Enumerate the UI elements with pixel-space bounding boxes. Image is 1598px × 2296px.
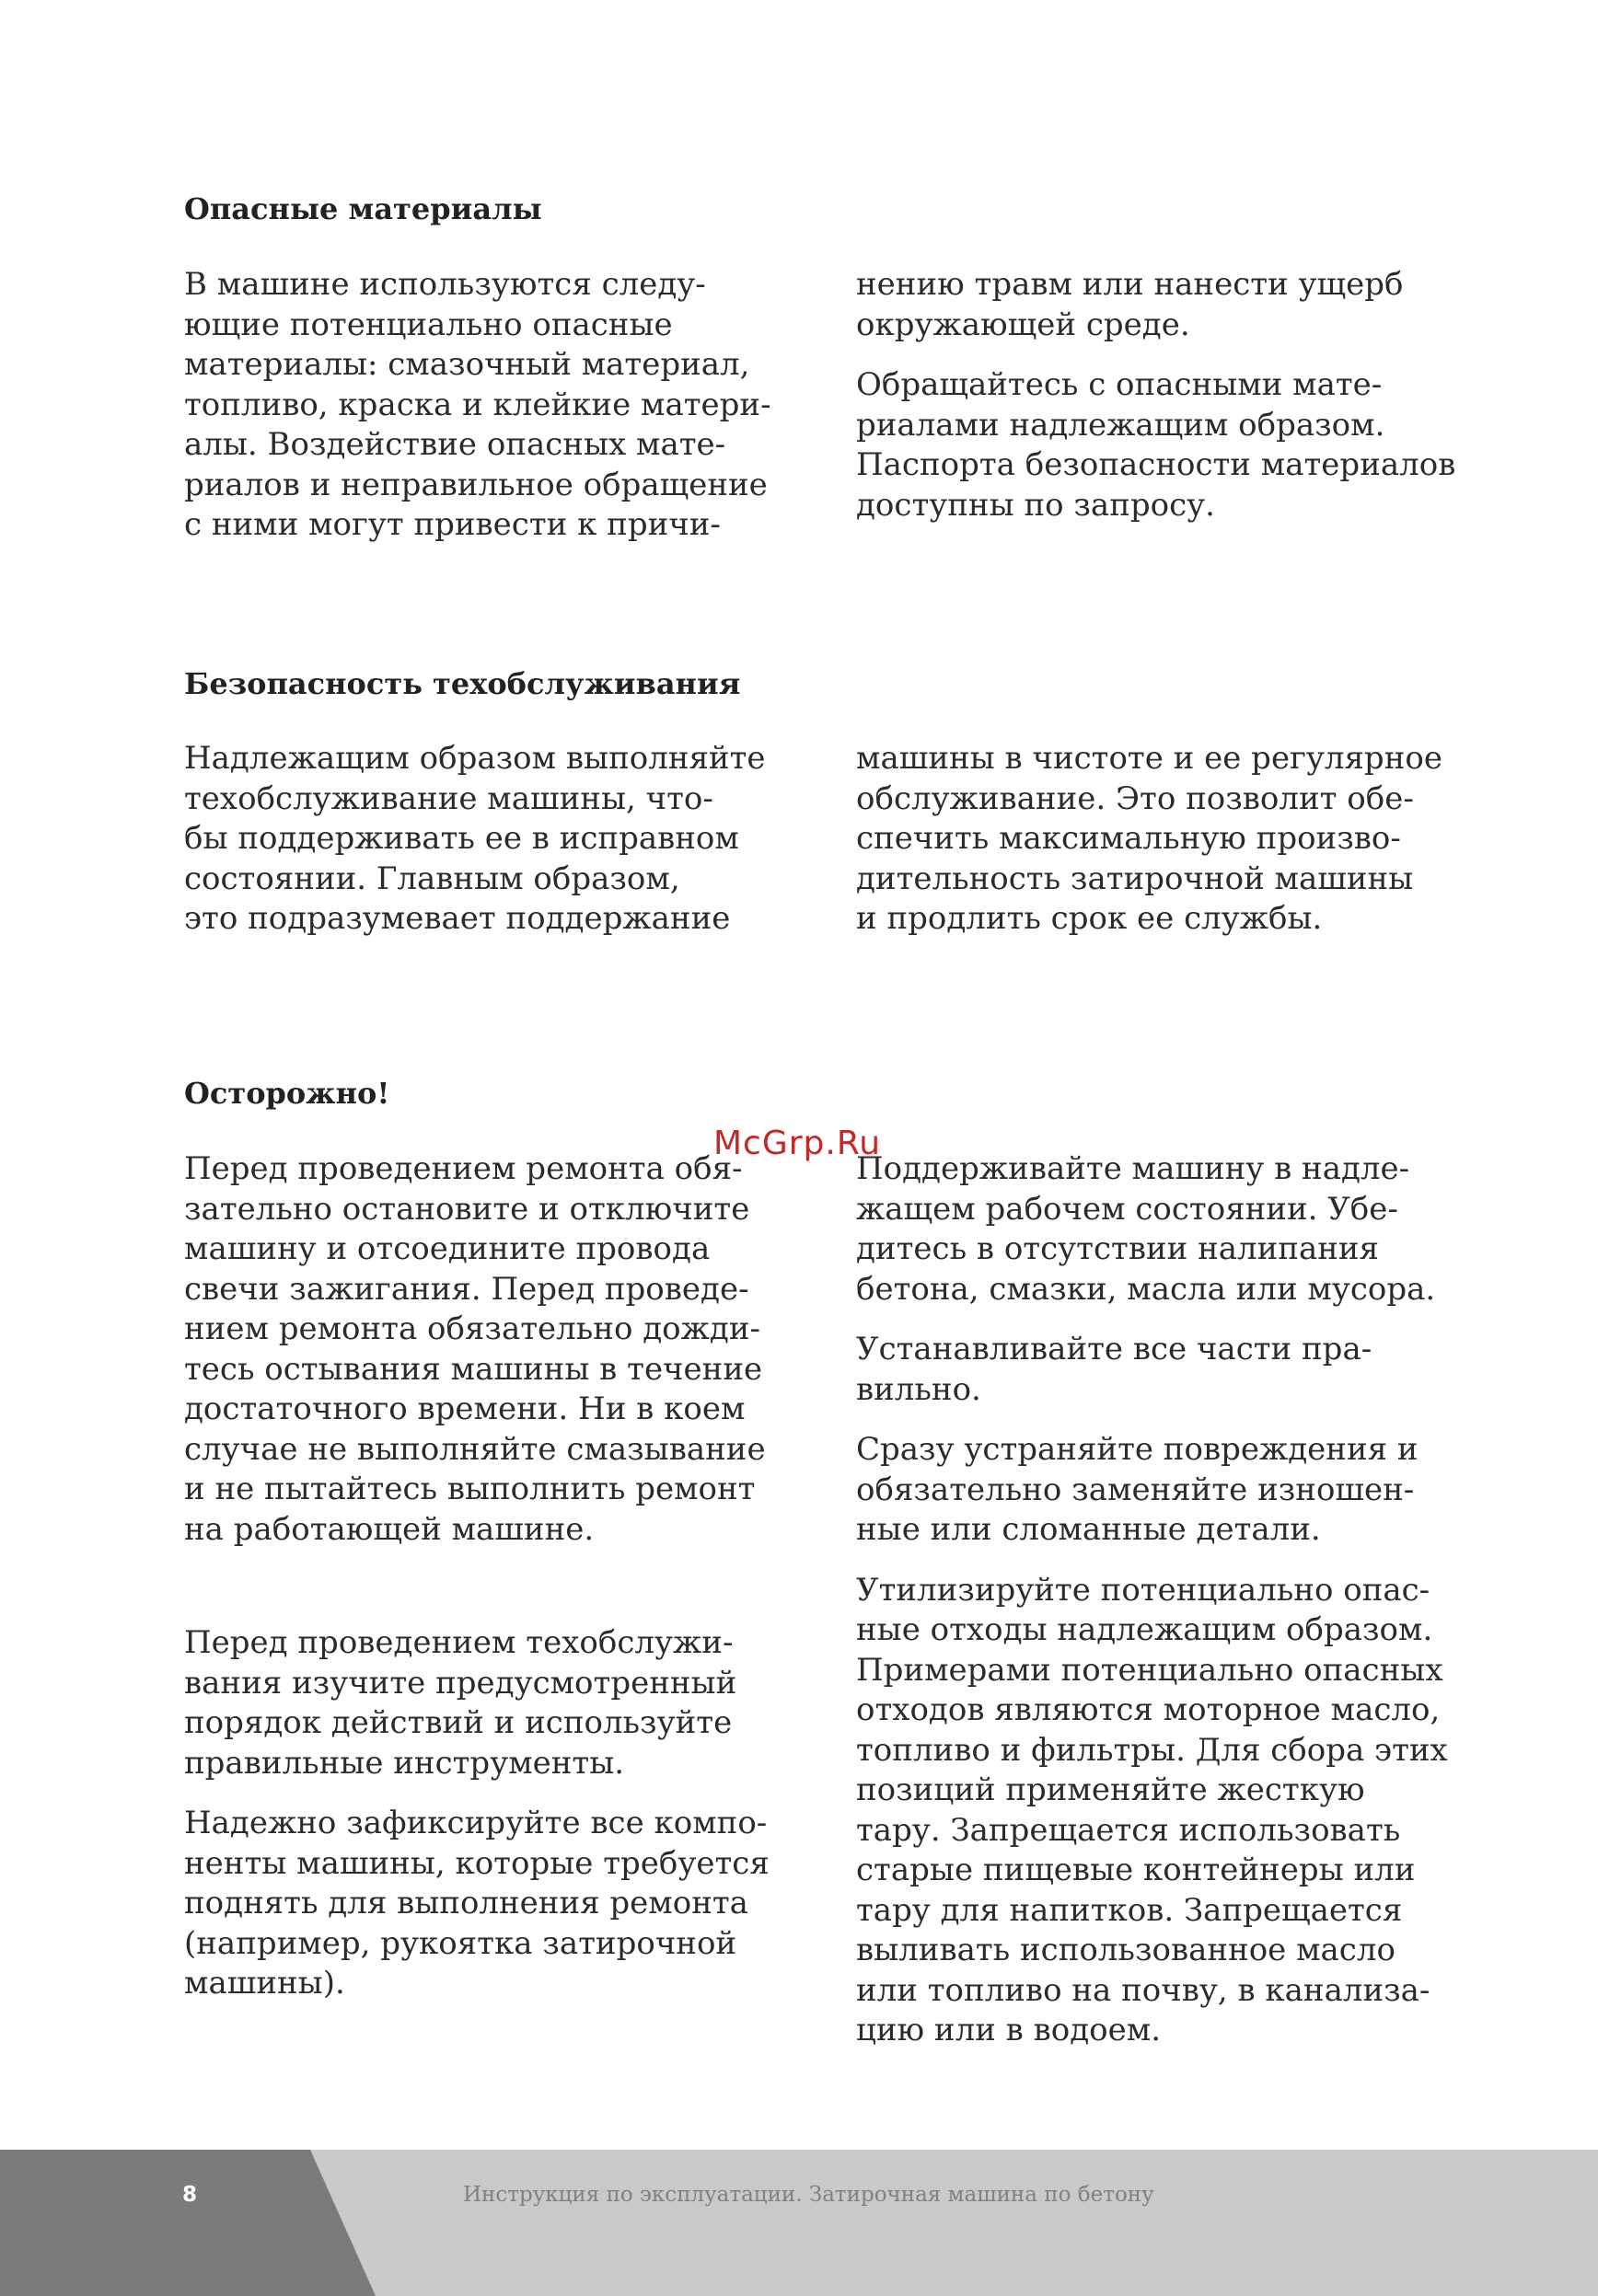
section-maintenance-safety-right-column xyxy=(856,739,1491,940)
paragraph: Сразу устраняйте повреждения и обязательно заменяйте изношен- ные или сломанные детали. xyxy=(856,1431,1419,1548)
footer-document-title: Инструкция по эксплуатации. Затирочная машина по бетону xyxy=(463,2183,1154,2207)
paragraph: Утилизируйте потенциально опас- ные отходы надлежащим образом. Примерами потенциально опасных отходов являются моторное масло, топливо и фильтры. Для сбора этих позиций применяйте жесткую тару. Запрещается использовать старые пищевые контейнеры или тару для напитков. Запрещается выливать использованное масло или топливо на почву, в канализа- цию или в водоем. xyxy=(856,1571,1448,2048)
paragraph: машины в чистоте и ее регулярное обслуживание. Это позволит обе- спечить максимальную произво- дительность затирочной машины и продлить срок ее службы. xyxy=(856,740,1442,937)
page-footer xyxy=(0,2150,1598,2296)
section-title-hazardous-materials: Опасные материалы xyxy=(184,191,542,226)
paragraph: Поддерживайте машину в надле- жащем рабочем состоянии. Убе- дитесь в отсутствии налипания бетона, смазки, масла или мусора. xyxy=(856,1150,1436,1308)
footer-dark-tab xyxy=(0,2150,1598,2296)
page-number: 8 xyxy=(182,2183,198,2207)
paragraph: Надежно зафиксируйте все компо- ненты машины, которые требуется поднять для выполнения ремонта (например, рукоятка затирочной машины). xyxy=(184,1805,770,2002)
section-title-caution: Осторожно! xyxy=(184,1076,390,1111)
section-hazardous-materials-left-column xyxy=(184,265,819,546)
paragraph: нению травм или нанести ущерб окружающей среде. xyxy=(856,266,1404,343)
paragraph: Надлежащим образом выполняйте техобслуживание машины, что- бы поддерживать ее в исправном состоянии. Главным образом, это подразумевает поддержание xyxy=(184,740,766,937)
section-maintenance-safety-left-column xyxy=(184,739,819,940)
paragraph: Перед проведением ремонта обя- зательно остановите и отключите машину и отсоедините провода свечи зажигания. Перед проведе- нием ремонта обязательно дожди- тесь остывания машины в течение достаточного времени. Ни в коем случае не выполняйте смазывание и не пытайтесь выполнить ремонт на работающей машине. xyxy=(184,1150,766,1548)
section-hazardous-materials-right-column xyxy=(856,265,1491,525)
section-caution-left-column xyxy=(184,1149,819,2004)
paragraph: Перед проведением техобслужи- вания изучите предусмотренный порядок действий и используйте правильные инструменты. xyxy=(184,1624,737,1782)
paragraph: В машине используются следу- ющие потенциально опасные материалы: смазочный материал, топливо, краска и клейкие матери- алы. Воздействие опасных мате- риалов и неправильное обращение с ними могут привести к причи- xyxy=(184,266,771,543)
footer-dark-shape xyxy=(0,2150,376,2296)
paragraph: Устанавливайте все части пра- вильно. xyxy=(856,1331,1372,1408)
paragraph: Обращайтесь с опасными мате- риалами надлежащим образом. Паспорта безопасности материалов доступны по запросу. xyxy=(856,366,1456,524)
section-caution-right-column xyxy=(856,1149,1491,2051)
watermark: McGrp.Ru xyxy=(713,1125,882,1162)
section-title-maintenance-safety: Безопасность техобслуживания xyxy=(184,666,741,701)
